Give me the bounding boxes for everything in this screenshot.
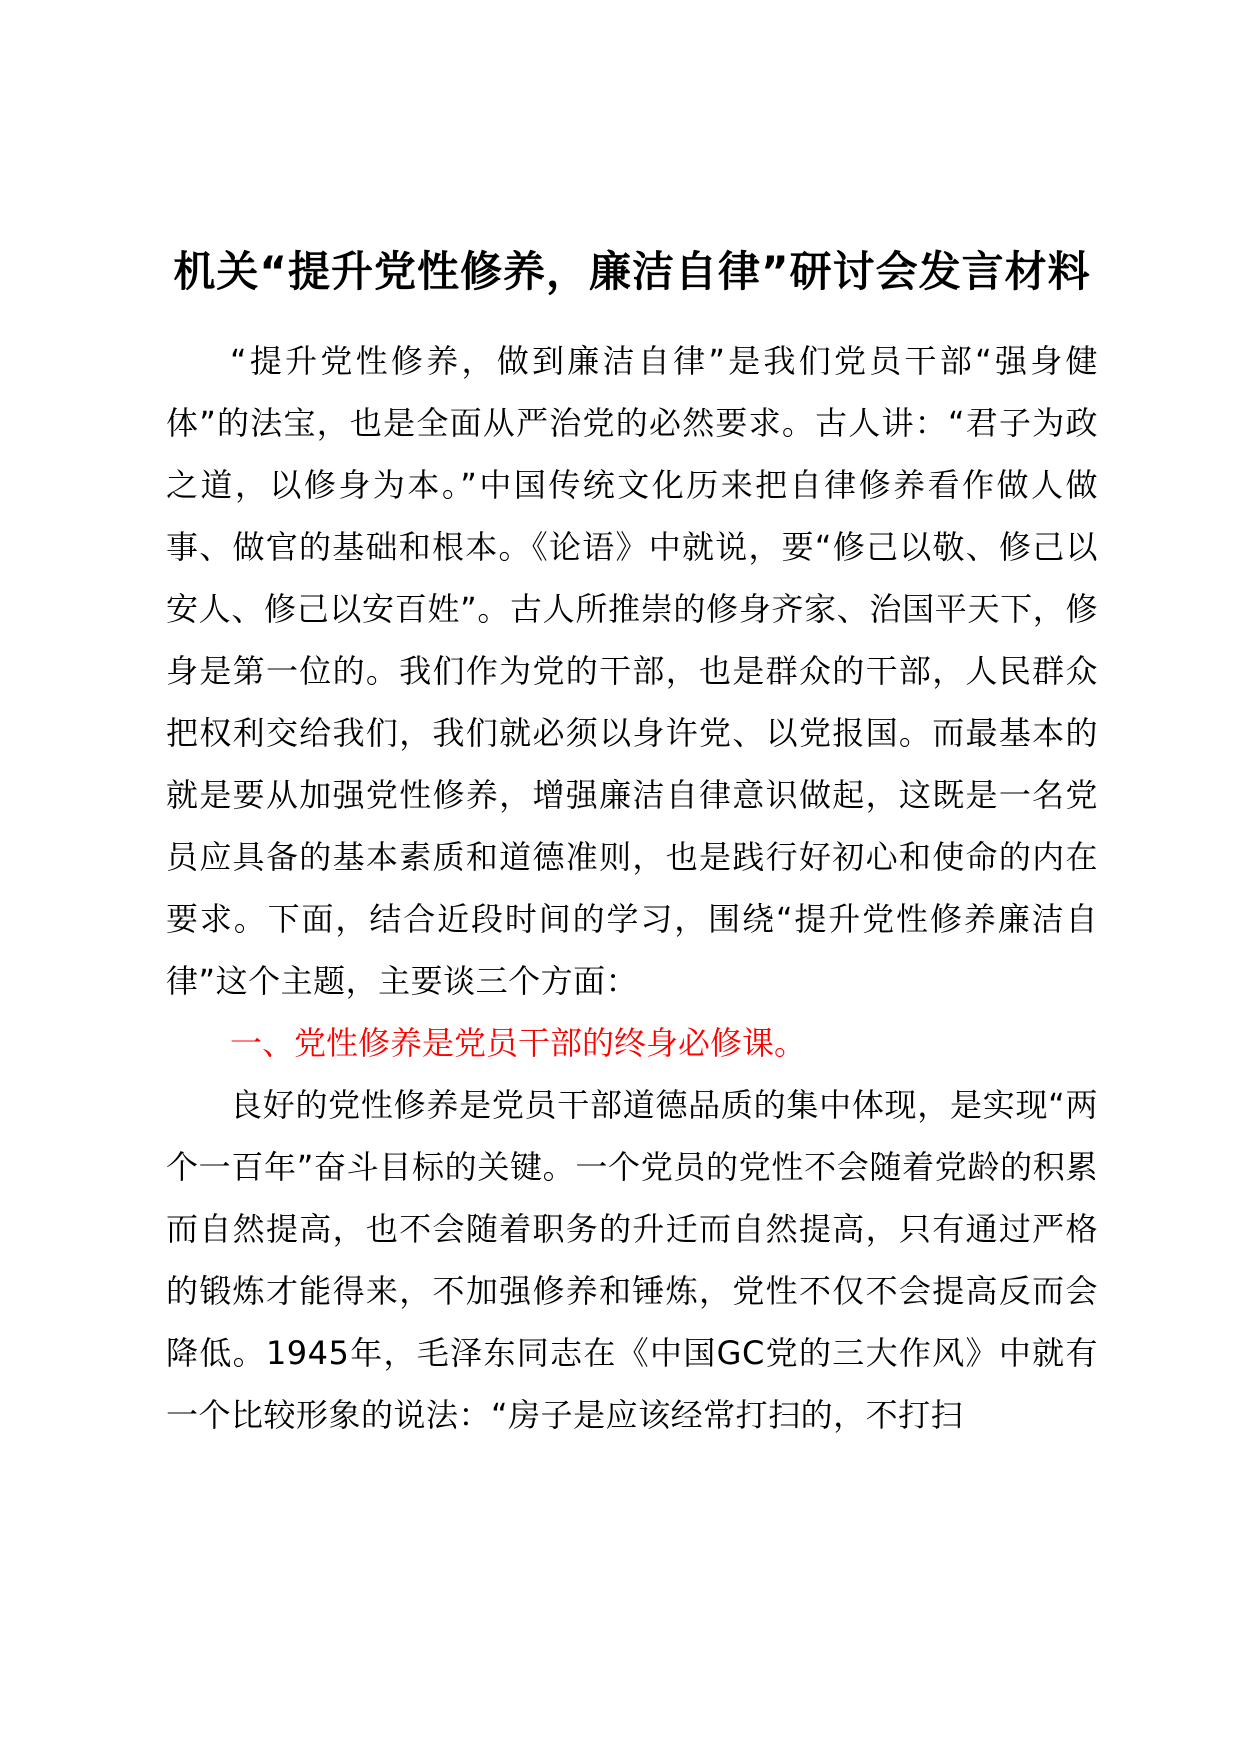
section-1-paragraph: 良好的党性修养是党员干部道德品质的集中体现，是实现“两个一百年”奋斗目标的关键。一个党员的党性不会随着党龄的积累而自然提高，也不会随着职务的升迁而自然提高，只有通过严格的锻炼才能得来，不加强修养和锤炼，党性不仅不会提高反而会降低。1945年，毛泽东同志在《中国GC党的三大作风》中就有一个比较形象的说法：“房子是应该经常打扫的，不打扫: [166, 1086, 1098, 1434]
document-title: 机关“提升党性修养，廉洁自律”研讨会发言材料: [173, 247, 1091, 296]
section-1-heading: 一、党性修养是党员干部的终身必修课。: [230, 1024, 807, 1062]
intro-paragraph: “提升党性修养，做到廉洁自律”是我们党员干部“强身健体”的法宝，也是全面从严治党的必然要求。古人讲：“君子为政之道，以修身为本。”中国传统文化历来把自律修养看作做人做事、做官的基础和根本。《论语》中就说，要“修己以敬、修己以安人、修己以安百姓”。古人所推崇的修身齐家、治国平天下，修身是第一位的。我们作为党的干部，也是群众的干部，人民群众把权利交给我们，我们就必须以身许党、以党报国。而最基本的就是要从加强党性修养，增强廉洁自律意识做起，这既是一名党员应具备的基本素质和道德准则，也是践行好初心和使命的内在要求。下面，结合近段时间的学习，围绕“提升党性修养廉洁自律”这个主题，主要谈三个方面：: [166, 342, 1098, 1000]
document-body: [166, 240, 1098, 1446]
